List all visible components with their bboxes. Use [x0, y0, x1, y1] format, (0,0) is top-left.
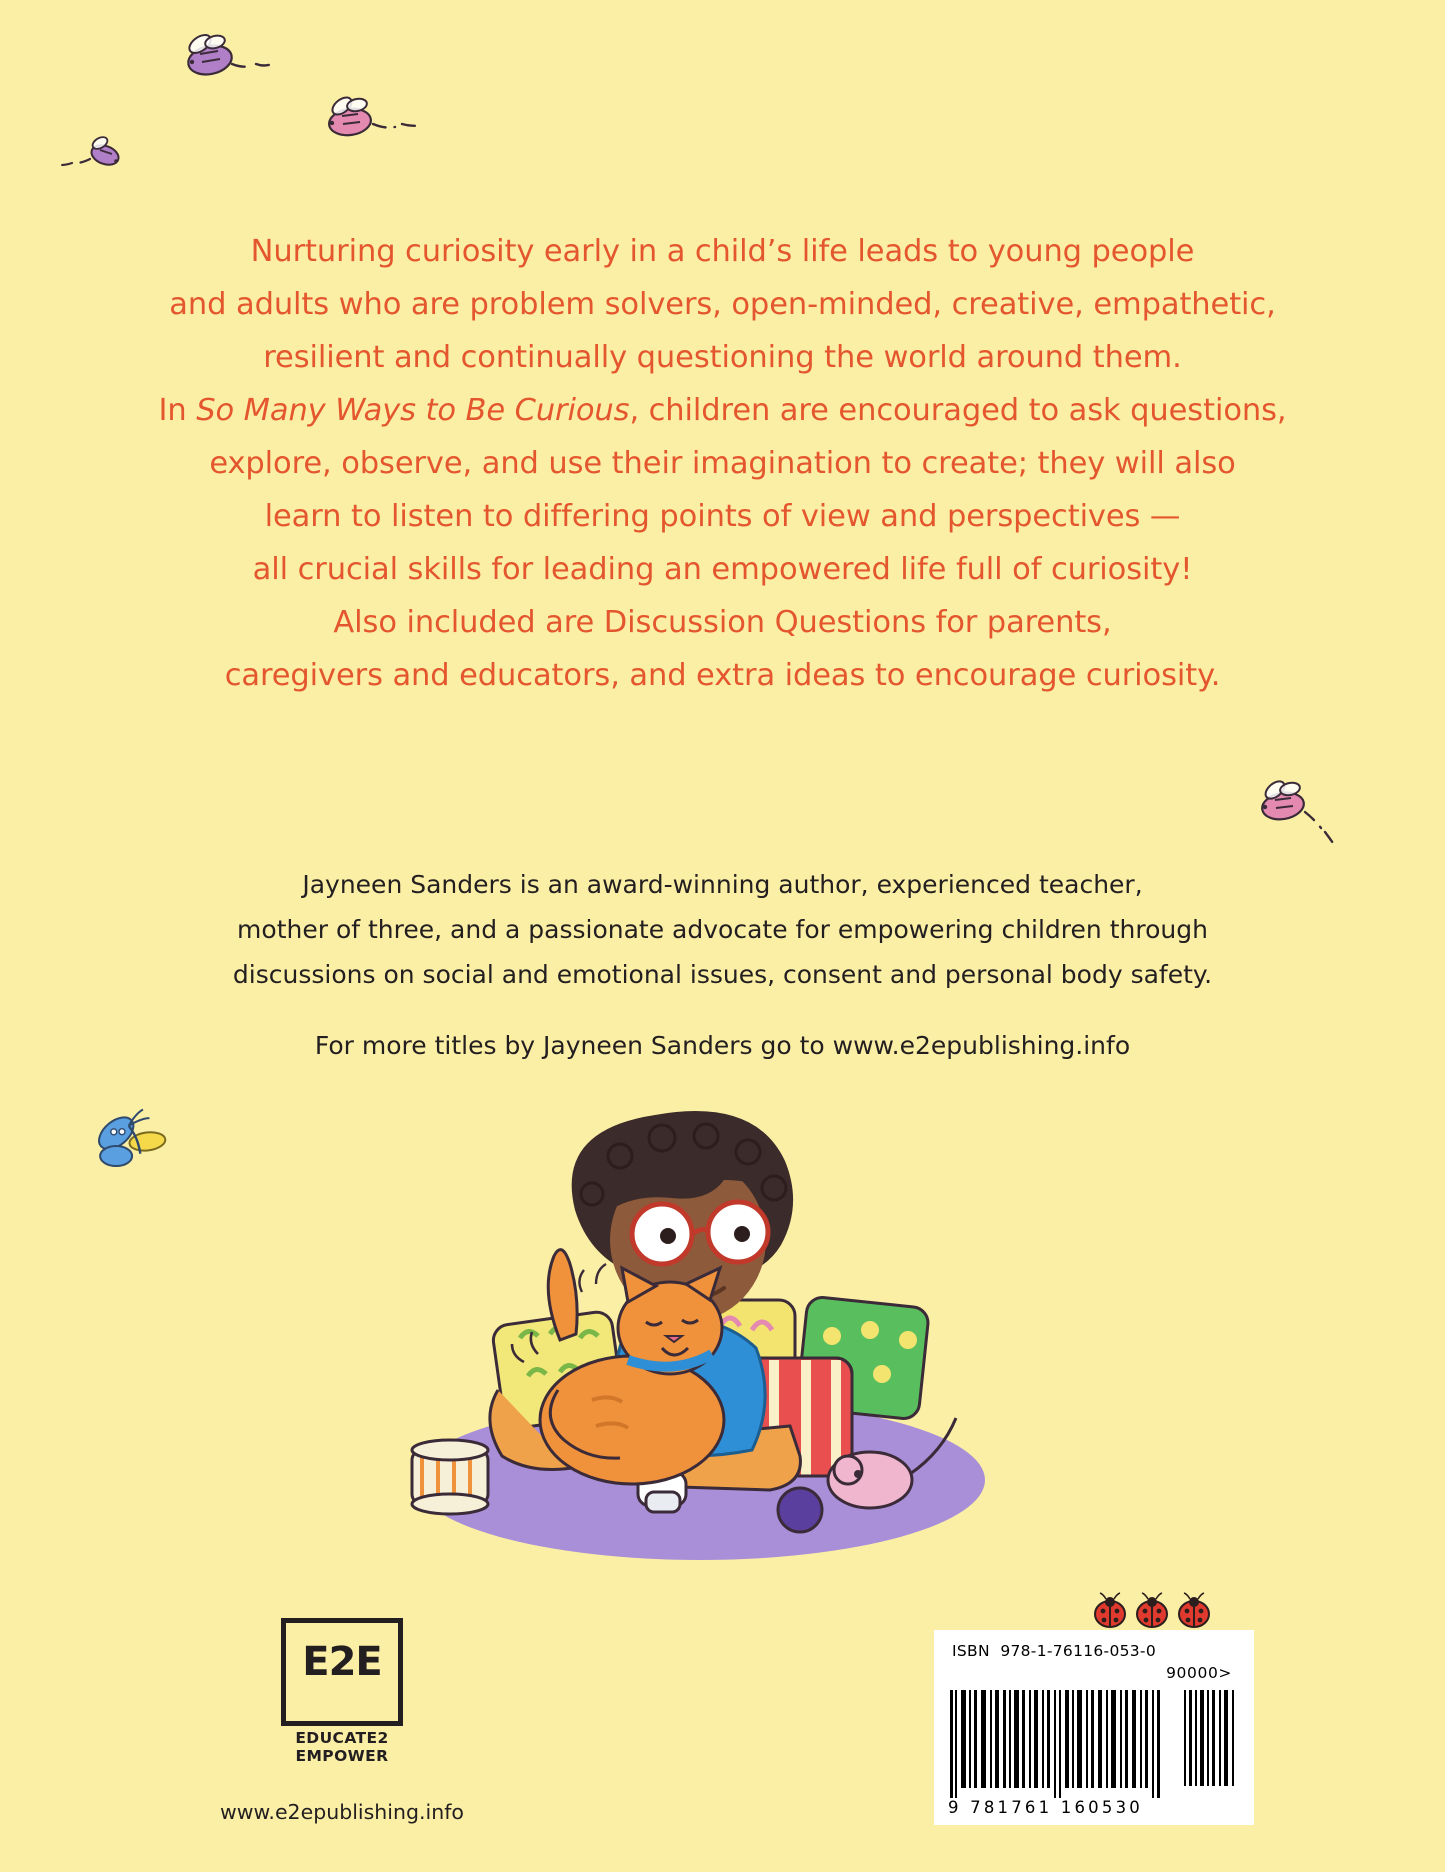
bee-mid-icon	[310, 78, 430, 158]
barcode-digits: 9 781761 160530	[948, 1798, 1143, 1817]
blurb-line-8: Also included are Discussion Questions for parents,	[333, 605, 1112, 640]
publisher-logo-mark	[281, 1618, 403, 1765]
blurb-line-4-suffix: , children are encouraged to ask questions,	[629, 393, 1287, 428]
logo-e2e-text: E2E	[302, 1639, 382, 1685]
blurb-line-4	[120, 384, 1325, 437]
bee-small-left-icon	[60, 125, 150, 195]
blurb-line-5: explore, observe, and use their imagination to create; they will also	[209, 446, 1236, 481]
isbn-text	[952, 1642, 1156, 1660]
isbn-price-code: 90000>	[1166, 1664, 1232, 1682]
publisher-logo-block	[212, 1618, 472, 1824]
author-bio	[120, 862, 1325, 997]
logo-words-line-1: EDUCATE2	[295, 1729, 389, 1747]
ladybugs-icon	[1088, 1592, 1218, 1632]
bee-right-icon	[1245, 770, 1365, 860]
cover-illustration	[370, 1090, 1030, 1590]
blurb-line-3: resilient and continually questioning the world around them.	[263, 340, 1182, 375]
book-title-italic: So Many Ways to Be Curious	[196, 393, 630, 428]
more-titles-text: For more titles by Jayneen Sanders go to www.e2epublishing.info	[314, 1031, 1131, 1060]
book-blurb	[120, 225, 1325, 702]
logo-words-line-2: EMPOWER	[295, 1747, 389, 1765]
publisher-url: www.e2epublishing.info	[220, 1800, 464, 1824]
author-bio-line-1: Jayneen Sanders is an award-winning author, experienced teacher,	[302, 870, 1143, 899]
author-bio-line-2: mother of three, and a passionate advocate for empowering children through	[237, 915, 1208, 944]
blurb-line-2: and adults who are problem solvers, open-minded, creative, empathetic,	[169, 287, 1276, 322]
blurb-line-6: learn to listen to differing points of view and perspectives —	[264, 499, 1181, 534]
isbn-number: 978-1-76116-053-0	[1000, 1642, 1156, 1660]
blurb-line-7: all crucial skills for leading an empowered life full of curiosity!	[252, 552, 1193, 587]
bee-upper-icon	[170, 20, 280, 100]
logo-words	[286, 1729, 398, 1765]
blurb-line-1: Nurturing curiosity early in a child’s life leads to young people	[250, 234, 1195, 269]
barcode-bars-addon	[1184, 1690, 1240, 1798]
isbn-label: ISBN	[952, 1642, 990, 1660]
blurb-line-4-prefix: In	[158, 393, 197, 428]
barcode-bars-main	[950, 1690, 1170, 1798]
blurb-line-9: caregivers and educators, and extra ideas to encourage curiosity.	[224, 658, 1221, 693]
author-bio-line-3: discussions on social and emotional issues, consent and personal body safety.	[232, 960, 1213, 989]
butterfly-icon	[78, 1098, 198, 1193]
isbn-barcode	[934, 1630, 1254, 1825]
